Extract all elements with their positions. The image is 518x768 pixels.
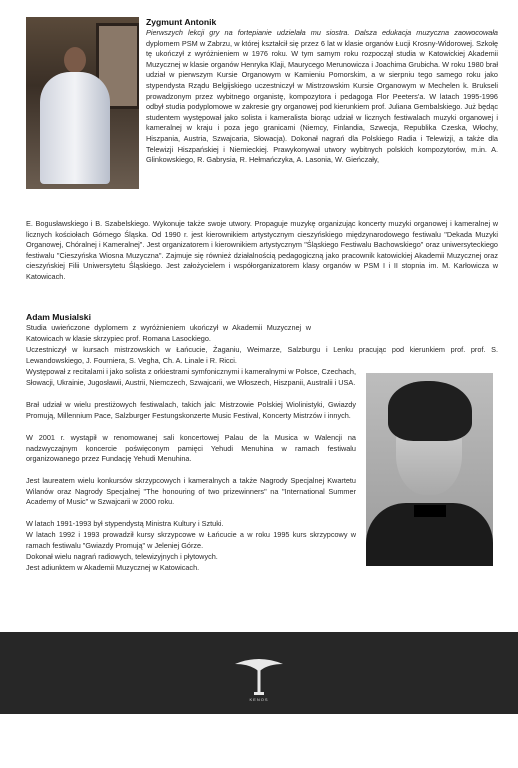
zygmunt-antonik-photo <box>26 17 139 189</box>
logo-text: KENOS <box>249 697 269 702</box>
bio-paragraph: Studia uwieńczone dyplomem z wyróżnieniem ukończył w Akademii Muzycznej w Katowicach w klasie skrzypiec prof. Romana Lasockiego. <box>26 323 311 343</box>
photo-head <box>64 47 86 73</box>
photo-hair <box>388 381 472 441</box>
bio-paragraph: Dokonał wielu nagrań radiowych, telewizyjnych i płytowych. <box>26 552 218 561</box>
bio-paragraph: Jest adiunktem w Akademii Muzycznej w Katowicach. <box>26 563 200 572</box>
photo-bow-tie <box>414 505 446 517</box>
bio-paragraph: Brał udział w wielu prestiżowych festiwalach, takich jak: Mistrzowie Polskiej Wiolinistyki, Gwiazdy Promują, Millennium Pace, Salzburger Festungskonzerte Music Festival, Koncerty Mistrzów i innych. <box>26 400 356 420</box>
bio-paragraph: Uczestniczył w kursach mistrzowskich w Łańcucie, Żaganiu, Weimarze, Salzburgu i Lenku pracując pod kierunkiem prof. prof. S. Lewandowskiego, J. Fourniera, S. Vegha, Ch. A. Linale i R. Ricci. <box>26 345 498 365</box>
adam-musialski-photo <box>366 373 493 566</box>
person2-name: Adam Musialski <box>26 312 91 322</box>
bio-paragraph: Występował z recitalami i jako solista z orkiestrami symfonicznymi i kameralnymi w Polsce, Czechach, Słowacji, Ukrainie, Jugosławii, Austrii, Niemczech, Szwajcarii, we Włoszech, Hiszpanii, Australii i USA. <box>26 367 357 387</box>
person1-name: Zygmunt Antonik <box>146 17 217 27</box>
person1-bio-bottom: E. Bogusławskiego i B. Szabelskiego. Wykonuje także swoje utwory. Propaguje muzykę organizując koncerty muzyki organowej i kameralnej w licznych kościołach Górnego Śląska. Od 1990 r. jest kierownikiem artystycznym cieszyńskiego międzynarodowego festiwalu "Dekada Muzyki Organowej, Chóralnej i Kameralnej". Jest organizatorem i kierownikiem artystycznym "Śląskiego Festiwalu Bachowskiego" oraz uniwersyteckiego festiwalu "Cieszyńska Wiosna Muzyczna". Zajmuje się również działalnością pedagogiczną jako pracownik katowickiej Akademii Muzycznej oraz cieszyńskiej Filii Uniwersytetu Śląskiego. Jest założycielem i współorganizatorem klasy organów w PSM I i II stopnia im. M. Karłowicza w Katowicach. <box>26 219 498 281</box>
bio-paragraph: W latach 1992 i 1993 prowadził kursy skrzypcowe w Łańcucie a w roku 1995 kurs skrzypcowy w ramach festiwalu "Gwiazdy Promują" w Jeleniej Górze. <box>26 530 356 550</box>
person1-bio-top: Pierwszych lekcji gry na fortepianie udzielała mu siostra. Dalsza edukacja muzyczna zaowocowała dyplomem PSM w Zabrzu, w której kształcił się przez 6 lat w klasie organów Łucji Krosny-Widorowej. Szkołę tę ukończył z wyróżnieniem w 1976 roku. W tym samym roku rozpoczął studia w Katowickiej Akademii Muzycznej w klasie organów Henryka Klaji, Maurycego Merunowicza i Joachima Grubicha. W roku 1980 brał udział w pierwszym Kursie Organowym w Kamieniu Pomorskim, a w sierpniu tego samego roku jako stypendysta Rządu Belgijskiego uczestniczył w Mistrzowskim Kursie Organowym w Mechelen k. Brukseli prowadzonym przez wybitnego organistę, kompozytora i pedagoga Flor Peeters'a. W latach 1995-1996 odbył studia podyplomowe w zakresie gry organowej pod kierunkiem prof. Juliana Gembalskiego. Już będąc studentem występował jako solista i kameralista biorąc udział w licznych festiwalach muzyki organowej i kameralnej w kraju i poza jego granicami (Niemcy, Finlandia, Szwecja, Republika Czeska, Włochy, Hiszpania, Austria, Szwajcaria, Słowacja). Dokonał nagrań dla Polskiego Radia i Telewizji, a także dla Telewizji Hiszpańskiej i Niemieckiej. Prawykonywał utwory wybitnych polskich kompozytorów, m.in. A. Glinkowskiego, R. Gabrysia, R. Hełmańczyka, A. Lasonia, W. Gieńczały, <box>146 28 498 165</box>
bio-paragraph: W latach 1991-1993 był stypendystą Ministra Kultury i Sztuki. <box>26 519 224 528</box>
bio-paragraph: Jest laureatem wielu konkursów skrzypcowych i kameralnych a także Nagrody Specjalnej Kwartetu Wilanów oraz Nagrody Specjalnej "The honouring of two prizewinners" na "International Summer Academy of Music" w Szwajcarii w 2000 roku. <box>26 476 356 507</box>
bio-paragraph: W 2001 r. wystąpił w renomowanej sali koncertowej Palau de la Musica w Walencji na nadzwyczajnym koncercie poświęconym pamięci Yehudi Menuhina w ramach festiwalu organizowanego przez Fundację Yehudi Menuhina. <box>26 433 356 464</box>
photo-robe <box>40 72 110 184</box>
